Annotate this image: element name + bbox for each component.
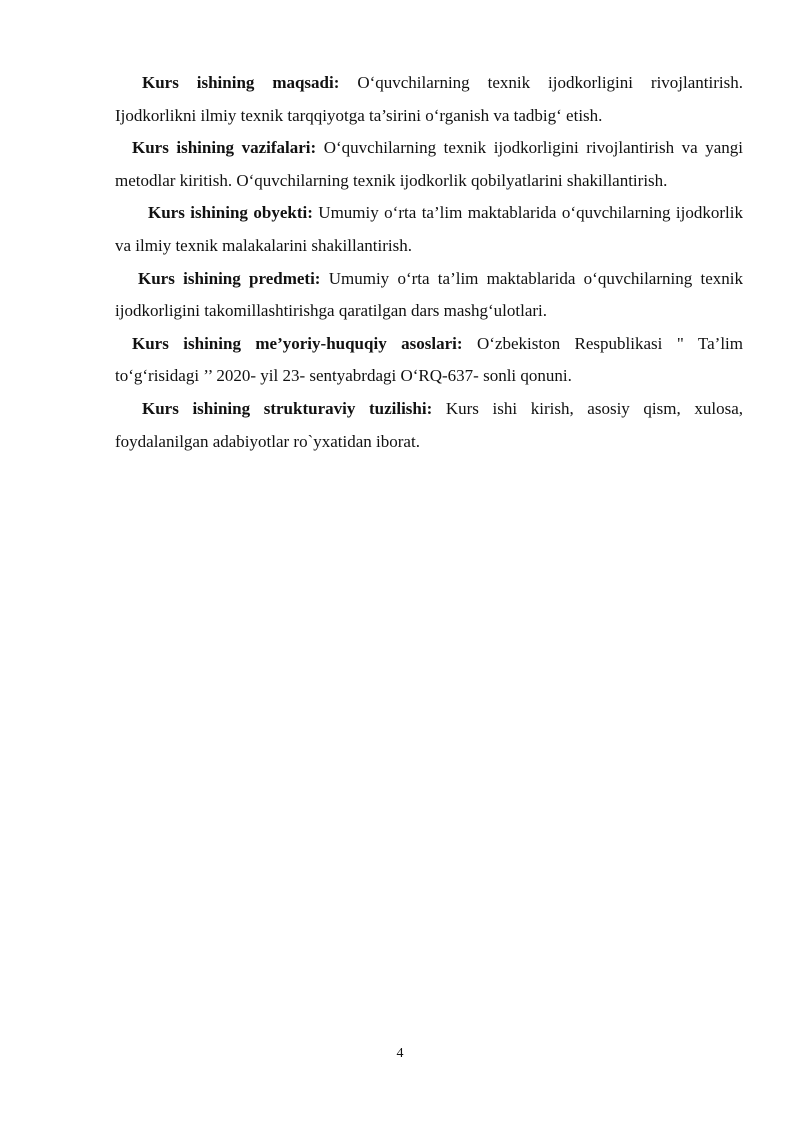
paragraph-label: Kurs ishining maqsadi: (142, 73, 340, 92)
paragraph-text: Umumiy o‘rta ta’lim maktablarida o‘quvchilarning ijodkorlik va ilmiy texnik malakalarini shakillantirish. (115, 203, 743, 255)
page-number: 4 (396, 1046, 404, 1061)
paragraph-text: Kurs ishi kirish, asosiy qism, xulosa, foydalanilgan adabiyotlar ro`yxatidan iborat. (115, 398, 743, 451)
paragraph-maqsadi (115, 67, 743, 132)
paragraph-label: Kurs ishining obyekti: (148, 203, 313, 223)
paragraph-label: Kurs ishining vazifalari: (132, 138, 317, 158)
paragraph-predmeti (115, 263, 743, 328)
paragraph-huquqiy-asoslari (115, 328, 743, 393)
paragraph-text: O‘quvchilarning texnik ijodkorligini rivojlantirish va yangi metodlar kiritish. O‘quvchilarning texnik ijodkorlik qobilyatlarini shakillantirish. (115, 138, 743, 190)
paragraph-text: O‘zbekiston Respublikasi " Ta’lim to‘g‘risidagi ’’ 2020- yil 23- sentyabrdagi O‘RQ-637- sonli qonuni. (115, 333, 743, 386)
paragraph-text: O‘quvchilarning texnik ijodkorligini rivojlantirish. Ijodkorlikni ilmiy texnik tarqqiyotga ta’sirini o‘rganish va tadbig‘ etish. (115, 73, 743, 125)
paragraph-text: Umumiy o‘rta ta’lim maktablarida o‘quvchilarning texnik ijodkorligini takomillashtirishga qaratilgan dars mashg‘ulotlari. (115, 268, 743, 321)
paragraph-obyekti (115, 197, 743, 262)
paragraph-label: Kurs ishining me’yoriy-huquqiy asoslari: (132, 333, 463, 353)
paragraph-label: Kurs ishining strukturaviy tuzilishi: (142, 398, 433, 418)
document-body (115, 67, 743, 458)
paragraph-label: Kurs ishining predmeti: (138, 268, 321, 288)
paragraph-vazifalari (115, 132, 743, 197)
paragraph-strukturaviy-tuzilishi (115, 393, 743, 458)
